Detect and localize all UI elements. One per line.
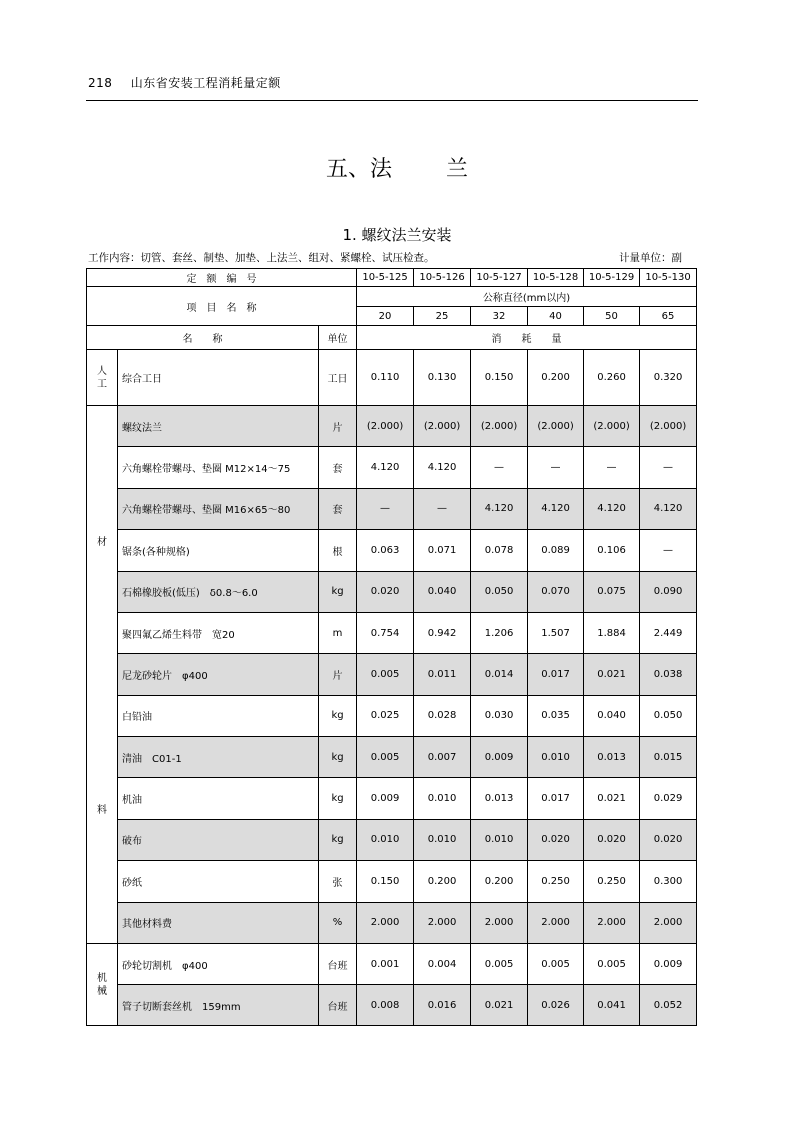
resource-value: 0.020 (640, 819, 697, 860)
table-row (87, 654, 697, 695)
resource-value: 0.013 (471, 778, 528, 819)
resource-value: 0.200 (528, 350, 584, 406)
resource-value: 0.250 (584, 861, 640, 902)
resource-value: 4.120 (528, 488, 584, 529)
resource-unit: kg (319, 695, 357, 736)
resource-value: 0.013 (584, 737, 640, 778)
column-unit-header: 单位 (319, 326, 357, 350)
resource-value: 0.009 (357, 778, 414, 819)
resource-value: 0.260 (584, 350, 640, 406)
resource-value: 0.005 (471, 944, 528, 985)
resource-name: 聚四氟乙烯生料带 宽20 (118, 612, 319, 653)
resource-value: 0.150 (357, 861, 414, 902)
resource-value: 0.040 (414, 571, 471, 612)
quota-code: 10-5-126 (414, 269, 471, 287)
quota-label: 定 额 编 号 (87, 269, 357, 287)
resource-value: 2.000 (640, 902, 697, 944)
resource-value: 2.000 (584, 902, 640, 944)
resource-value: 0.021 (584, 654, 640, 695)
resource-value: 0.052 (640, 985, 697, 1026)
table-row (87, 737, 697, 778)
resource-unit: % (319, 902, 357, 944)
resource-unit: 根 (319, 530, 357, 571)
resource-unit: m (319, 612, 357, 653)
resource-name: 综合工日 (118, 350, 319, 406)
quota-code: 10-5-125 (357, 269, 414, 287)
table-row (87, 902, 697, 944)
resource-value: 2.000 (414, 902, 471, 944)
resource-value: 4.120 (640, 488, 697, 529)
resource-value: 0.038 (640, 654, 697, 695)
table-row (87, 695, 697, 736)
resource-value: 0.942 (414, 612, 471, 653)
table-row (87, 571, 697, 612)
table-row (87, 861, 697, 902)
resource-value: 0.009 (471, 737, 528, 778)
resource-value: — (528, 447, 584, 488)
resource-value: — (414, 488, 471, 529)
resource-value: 0.017 (528, 654, 584, 695)
resource-name: 六角螺栓带螺母、垫圈 M12×14～75 (118, 447, 319, 488)
resource-unit: 套 (319, 447, 357, 488)
resource-value: 0.030 (471, 695, 528, 736)
resource-value: (2.000) (414, 406, 471, 447)
resource-unit: 台班 (319, 985, 357, 1026)
resource-value: 0.015 (640, 737, 697, 778)
table-row (87, 944, 697, 985)
diameter-value: 40 (528, 307, 584, 326)
quota-code: 10-5-128 (528, 269, 584, 287)
diameter-label: 公称直径(mm以内) (357, 287, 697, 307)
table-row (87, 350, 697, 406)
resource-value: 0.040 (584, 695, 640, 736)
resource-value: 0.010 (471, 819, 528, 860)
page-number: 218 (88, 76, 113, 90)
resource-unit: 片 (319, 654, 357, 695)
section-title-part1: 五、法 (325, 157, 392, 182)
resource-value: 0.021 (584, 778, 640, 819)
resource-value: 4.120 (357, 447, 414, 488)
resource-name: 螺纹法兰 (118, 406, 319, 447)
resource-value: 0.005 (357, 737, 414, 778)
resource-value: 0.001 (357, 944, 414, 985)
resource-value: 1.206 (471, 612, 528, 653)
resource-value: 0.017 (528, 778, 584, 819)
resource-value: 0.250 (528, 861, 584, 902)
section-title-part2: 兰 (446, 157, 469, 182)
resource-unit: 张 (319, 861, 357, 902)
diameter-value: 50 (584, 307, 640, 326)
resource-name: 其他材料费 (118, 902, 319, 944)
unit-note: 计量单位：副 (619, 252, 682, 264)
resource-value: 0.007 (414, 737, 471, 778)
category-labor: 人 工 (87, 350, 118, 406)
resource-value: 0.070 (528, 571, 584, 612)
resource-name: 机油 (118, 778, 319, 819)
resource-value: — (584, 447, 640, 488)
table-row (87, 488, 697, 529)
diameter-value: 32 (471, 307, 528, 326)
resource-value: 0.016 (414, 985, 471, 1026)
resource-name: 白铅油 (118, 695, 319, 736)
column-header-row (87, 326, 697, 350)
resource-unit: kg (319, 737, 357, 778)
resource-value: 0.026 (528, 985, 584, 1026)
resource-name: 砂纸 (118, 861, 319, 902)
book-title: 山东省安装工程消耗量定额 (130, 76, 281, 90)
resource-unit: kg (319, 571, 357, 612)
resource-name: 破布 (118, 819, 319, 860)
resource-name: 六角螺栓带螺母、垫圈 M16×65～80 (118, 488, 319, 529)
table-row (87, 985, 697, 1026)
resource-value: 2.000 (357, 902, 414, 944)
resource-value: 0.020 (357, 571, 414, 612)
resource-value: 0.014 (471, 654, 528, 695)
resource-value: (2.000) (357, 406, 414, 447)
resource-value: — (357, 488, 414, 529)
resource-value: 4.120 (414, 447, 471, 488)
resource-value: 4.120 (584, 488, 640, 529)
resource-value: 1.884 (584, 612, 640, 653)
resource-value: 0.029 (640, 778, 697, 819)
table-row (87, 819, 697, 860)
resource-value: 0.005 (584, 944, 640, 985)
work-content: 工作内容：切管、套丝、制垫、加垫、上法兰、组对、紧螺栓、试压检查。 (88, 252, 435, 264)
resource-value: 0.009 (640, 944, 697, 985)
resource-value: 0.320 (640, 350, 697, 406)
resource-unit: kg (319, 778, 357, 819)
resource-name: 清油 C01-1 (118, 737, 319, 778)
resource-unit: kg (319, 819, 357, 860)
resource-value: 0.150 (471, 350, 528, 406)
resource-value: 0.011 (414, 654, 471, 695)
code-row (87, 269, 697, 287)
resource-value: 0.090 (640, 571, 697, 612)
diameter-value: 20 (357, 307, 414, 326)
resource-value: 0.008 (357, 985, 414, 1026)
resource-value: 0.021 (471, 985, 528, 1026)
resource-value: 0.078 (471, 530, 528, 571)
resource-value: 0.089 (528, 530, 584, 571)
resource-unit: 工日 (319, 350, 357, 406)
column-name-header: 名 称 (87, 326, 319, 350)
table-row (87, 406, 697, 447)
resource-value: 0.004 (414, 944, 471, 985)
resource-value: 0.005 (357, 654, 414, 695)
quota-table (86, 268, 697, 1026)
resource-value: 0.063 (357, 530, 414, 571)
resource-value: 2.000 (471, 902, 528, 944)
resource-value: 0.754 (357, 612, 414, 653)
resource-value: 0.035 (528, 695, 584, 736)
resource-value: 2.000 (528, 902, 584, 944)
table-row (87, 447, 697, 488)
resource-name: 管子切断套丝机 159mm (118, 985, 319, 1026)
resource-value: 0.020 (528, 819, 584, 860)
resource-name: 锯条(各种规格) (118, 530, 319, 571)
resource-value: 0.050 (471, 571, 528, 612)
resource-value: 0.106 (584, 530, 640, 571)
resource-name: 石棉橡胶板(低压) δ0.8～6.0 (118, 571, 319, 612)
item-name-label: 项 目 名 称 (87, 287, 357, 326)
table-row (87, 778, 697, 819)
resource-value: (2.000) (584, 406, 640, 447)
resource-value: 0.010 (357, 819, 414, 860)
section-title (0, 152, 794, 183)
resource-value: 0.110 (357, 350, 414, 406)
resource-value: 0.071 (414, 530, 471, 571)
resource-value: 0.025 (357, 695, 414, 736)
resource-name: 尼龙砂轮片 φ400 (118, 654, 319, 695)
resource-value: 0.200 (471, 861, 528, 902)
category-material: 材 料 (87, 406, 118, 944)
resource-unit: 台班 (319, 944, 357, 985)
resource-name: 砂轮切割机 φ400 (118, 944, 319, 985)
diameter-value: 25 (414, 307, 471, 326)
subsection-title: 1. 螺纹法兰安装 (342, 226, 452, 244)
resource-value: 0.010 (414, 778, 471, 819)
resource-value: 0.075 (584, 571, 640, 612)
resource-value: 0.010 (414, 819, 471, 860)
table-row (87, 530, 697, 571)
table-row (87, 612, 697, 653)
resource-value: 4.120 (471, 488, 528, 529)
resource-value: 0.028 (414, 695, 471, 736)
resource-value: 0.041 (584, 985, 640, 1026)
page-header (88, 74, 281, 91)
resource-unit: 片 (319, 406, 357, 447)
resource-value: 0.010 (528, 737, 584, 778)
resource-value: 0.200 (414, 861, 471, 902)
resource-value: 0.130 (414, 350, 471, 406)
category-machine: 机 械 (87, 944, 118, 1026)
resource-value: (2.000) (528, 406, 584, 447)
resource-value: 0.050 (640, 695, 697, 736)
quota-code: 10-5-129 (584, 269, 640, 287)
resource-value: 0.005 (528, 944, 584, 985)
diameter-label-row (87, 287, 697, 307)
resource-value: — (471, 447, 528, 488)
resource-unit: 套 (319, 488, 357, 529)
quota-code: 10-5-127 (471, 269, 528, 287)
resource-value: 0.300 (640, 861, 697, 902)
resource-value: 0.020 (584, 819, 640, 860)
column-consumption-header: 消 耗 量 (357, 326, 697, 350)
resource-value: (2.000) (640, 406, 697, 447)
resource-value: — (640, 530, 697, 571)
resource-value: — (640, 447, 697, 488)
resource-value: 2.449 (640, 612, 697, 653)
quota-code: 10-5-130 (640, 269, 697, 287)
resource-value: (2.000) (471, 406, 528, 447)
resource-value: 1.507 (528, 612, 584, 653)
header-rule (86, 100, 698, 101)
diameter-value: 65 (640, 307, 697, 326)
